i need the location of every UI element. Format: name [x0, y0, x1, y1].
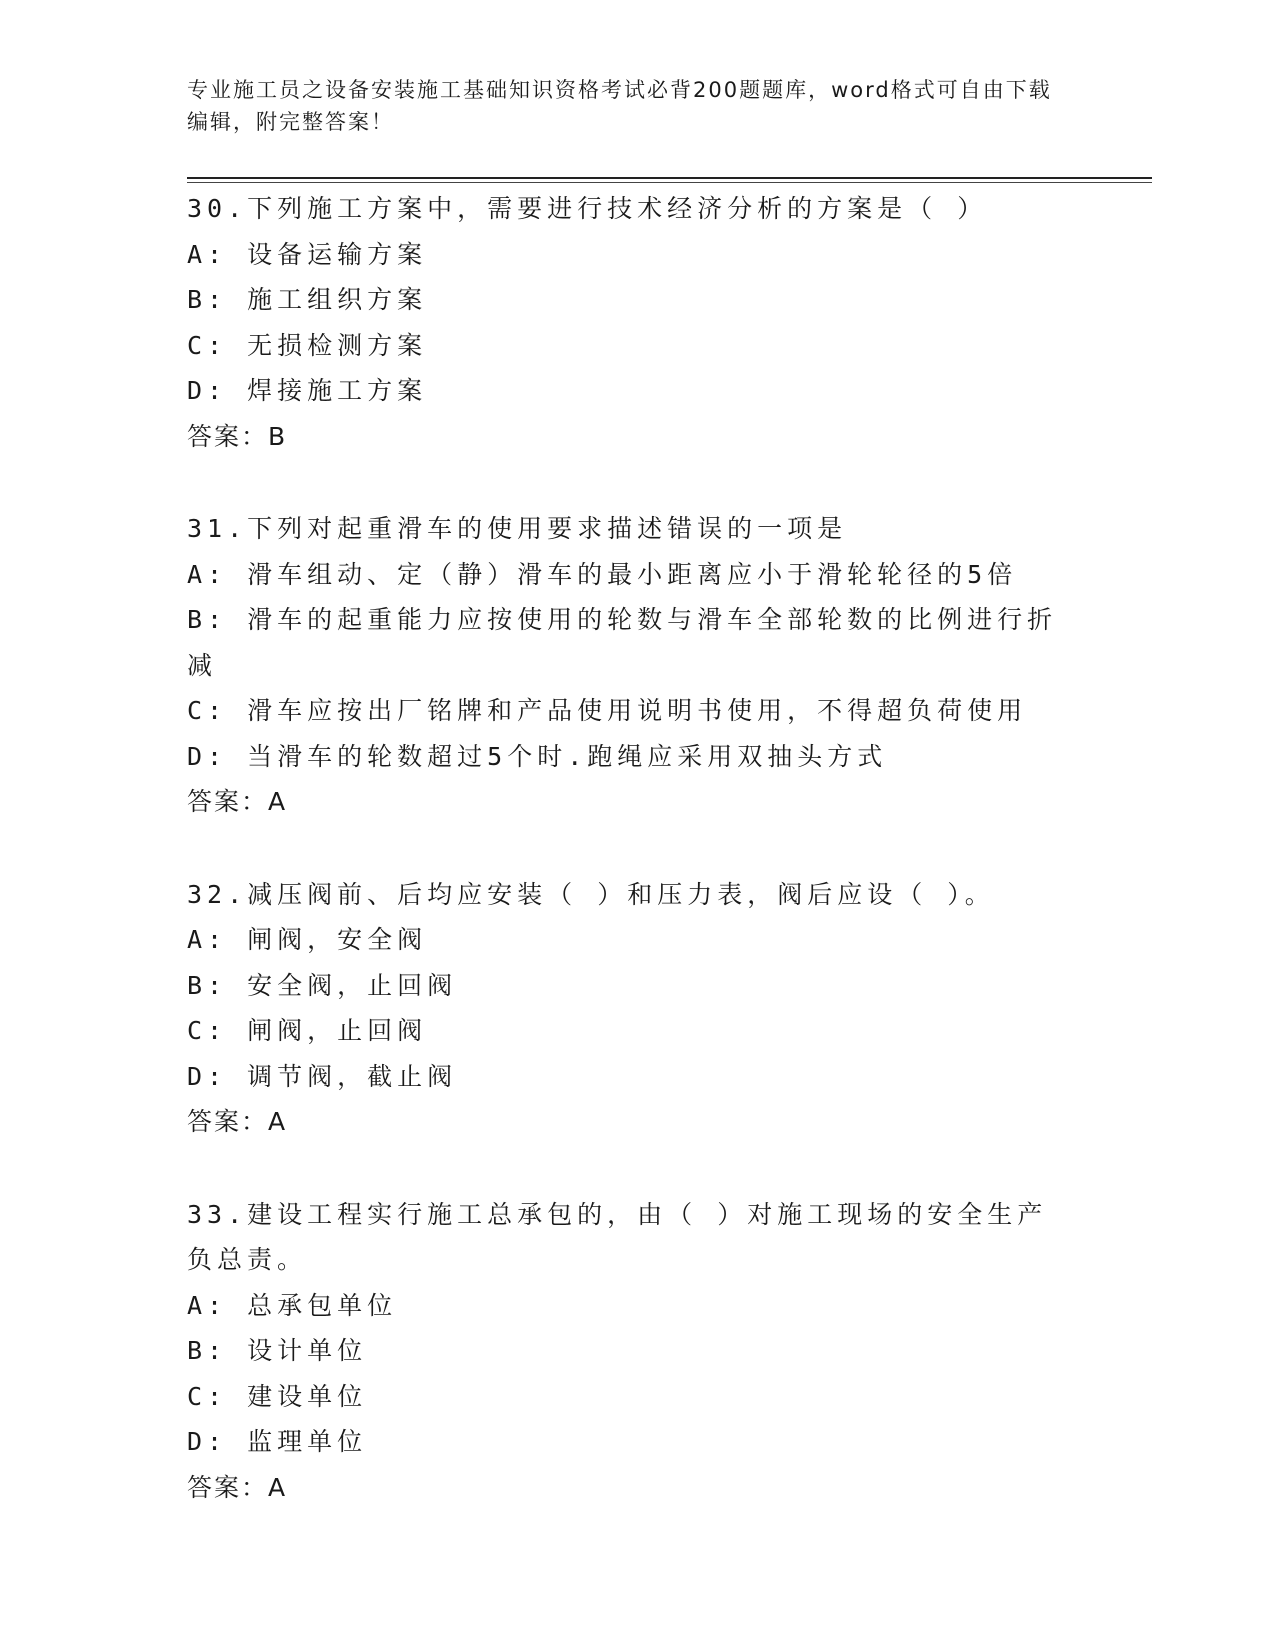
answer-line: 答案：A — [187, 1472, 288, 1502]
question-item — [187, 872, 1067, 1145]
answer-line: 答案：B — [187, 421, 288, 451]
option-b: B: 施工组织方案 — [187, 285, 428, 314]
question-item — [187, 186, 1067, 459]
option-c: C: 无损检测方案 — [187, 330, 428, 360]
question-item — [187, 1192, 1067, 1511]
answer-line: 答案：A — [187, 1107, 288, 1136]
option-b: B: 安全阀，止回阀 — [187, 970, 458, 1000]
question-list — [187, 186, 1067, 1557]
question-text: 30.下列施工方案中，需要进行技术经济分析的方案是（ ） — [187, 194, 988, 223]
answer-line: 答案：A — [187, 787, 288, 816]
option-d: D: 调节阀，截止阀 — [187, 1061, 458, 1091]
option-c: C: 闸阀，止回阀 — [187, 1016, 428, 1045]
option-d: D: 焊接施工方案 — [187, 376, 428, 405]
option-c: C: 滑车应按出厂铭牌和产品使用说明书使用，不得超负荷使用 — [187, 696, 1028, 725]
option-a: A: 设备运输方案 — [187, 239, 428, 269]
option-a: A: 闸阀，安全阀 — [187, 925, 428, 954]
header-divider-thin — [187, 182, 1152, 183]
document-header: 专业施工员之设备安装施工基础知识资格考试必背200题题库，word格式可自由下载编辑，附完整答案！ — [187, 78, 1052, 134]
option-c: C: 建设单位 — [187, 1381, 368, 1411]
option-d: D: 当滑车的轮数超过5个时.跑绳应采用双抽头方式 — [187, 741, 888, 771]
option-a: A: 滑车组动、定（静）滑车的最小距离应小于滑轮轮径的5倍 — [187, 559, 1018, 589]
option-d: D: 监理单位 — [187, 1427, 368, 1456]
option-b: B: 设计单位 — [187, 1336, 368, 1365]
question-text: 33.建设工程实行施工总承包的，由（ ）对施工现场的安全生产负总责。 — [187, 1199, 1048, 1274]
option-a: A: 总承包单位 — [187, 1290, 398, 1320]
question-text: 31.下列对起重滑车的使用要求描述错误的一项是 — [187, 514, 848, 543]
question-text: 32.减压阀前、后均应安装（ ）和压力表，阀后应设（ ）。 — [187, 879, 995, 909]
option-b: B: 滑车的起重能力应按使用的轮数与滑车全部轮数的比例进行折减 — [187, 605, 1058, 680]
header-divider-thick — [187, 177, 1152, 179]
question-item — [187, 506, 1067, 825]
